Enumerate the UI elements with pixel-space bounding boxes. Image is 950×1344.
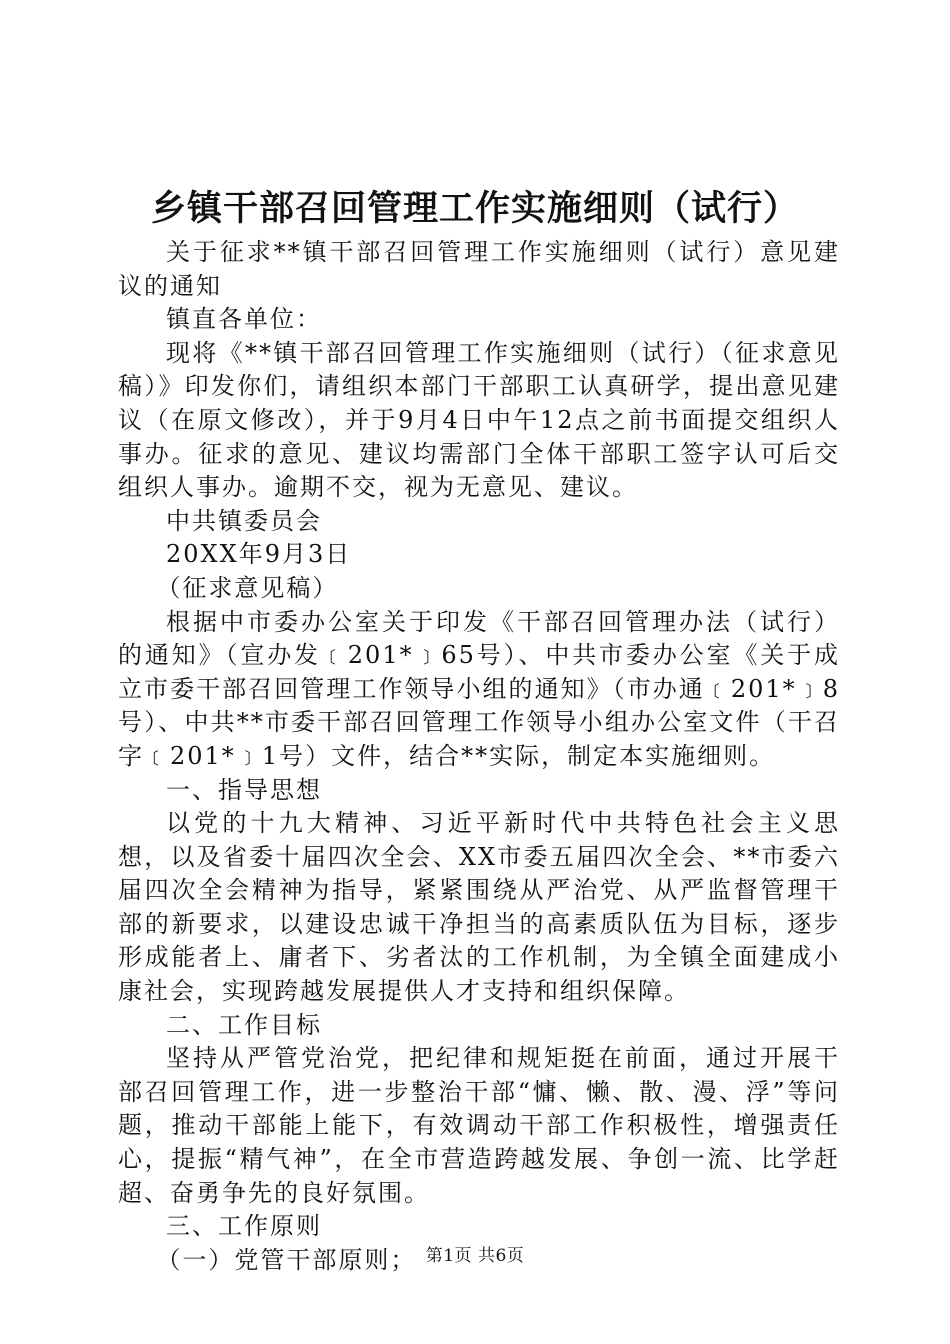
issue-date: 20XX年9月3日 [166,540,352,569]
notice-heading: 关于征求**镇干部召回管理工作实施细则（试行）意见建议的通知 [118,238,840,300]
notice-body: 现将《**镇干部召回管理工作实施细则（试行）（征求意见稿）》印发你们，请组织本部门干部职工认真研学，提出意见建议（在原文修改），并于9月4日中午12点之前书面提交组织人事办。征求的意见、建议均需部门全体干部职工签字认可后交组织人事办。逾期不交，视为无意见、建议。 [118,338,840,502]
document-title: 乡镇干部召回管理工作实施细则（试行） [150,189,799,229]
page-footer: 第1页 共6页 [425,1246,525,1266]
addressee: 镇直各单位： [166,305,322,334]
principle-item-1: （一）党管干部原则； [156,1245,417,1274]
section-heading-principles: 三、工作原则 [166,1212,322,1241]
draft-label: （征求意见稿） [156,573,339,602]
basis-paragraph: 根据中市委办公室关于印发《干部召回管理办法（试行）的通知》（宣办发﹝201*﹞65号）、中共市委办公室《关于成立市委干部召回管理工作领导小组的通知》（市办通﹝201*﹞8号）、中共**市委干部召回管理工作领导小组办公室文件（干召字﹝201*﹞1号）文件，结合**实际，制定本实施细则。 [118,607,840,770]
guiding-thought-paragraph: 以党的十九大精神、习近平新时代中共特色社会主义思想，以及省委十届四次全会、XX市委五届四次全会、**市委六届四次全会精神为指导，紧紧围绕从严治党、从严监督管理干部的新要求，以建设忠诚干净担当的高素质队伍为目标，逐步形成能者上、庸者下、劣者汰的工作机制，为全镇全面建成小康社会，实现跨越发展提供人才支持和组织保障。 [118,809,840,1006]
issuer: 中共镇委员会 [166,506,322,535]
section-heading-guiding-thought: 一、指导思想 [166,775,322,804]
document-body [118,236,840,1277]
section-heading-goals: 二、工作目标 [166,1010,322,1039]
goals-paragraph: 坚持从严管党治党，把纪律和规矩挺在前面，通过开展干部召回管理工作，进一步整治干部“慵、懒、散、漫、浮”等问题，推动干部能上能下，有效调动干部工作积极性，增强责任心，提振“精气神”，在全市营造跨越发展、争创一流、比学赶超、奋勇争先的良好氛围。 [118,1044,840,1207]
